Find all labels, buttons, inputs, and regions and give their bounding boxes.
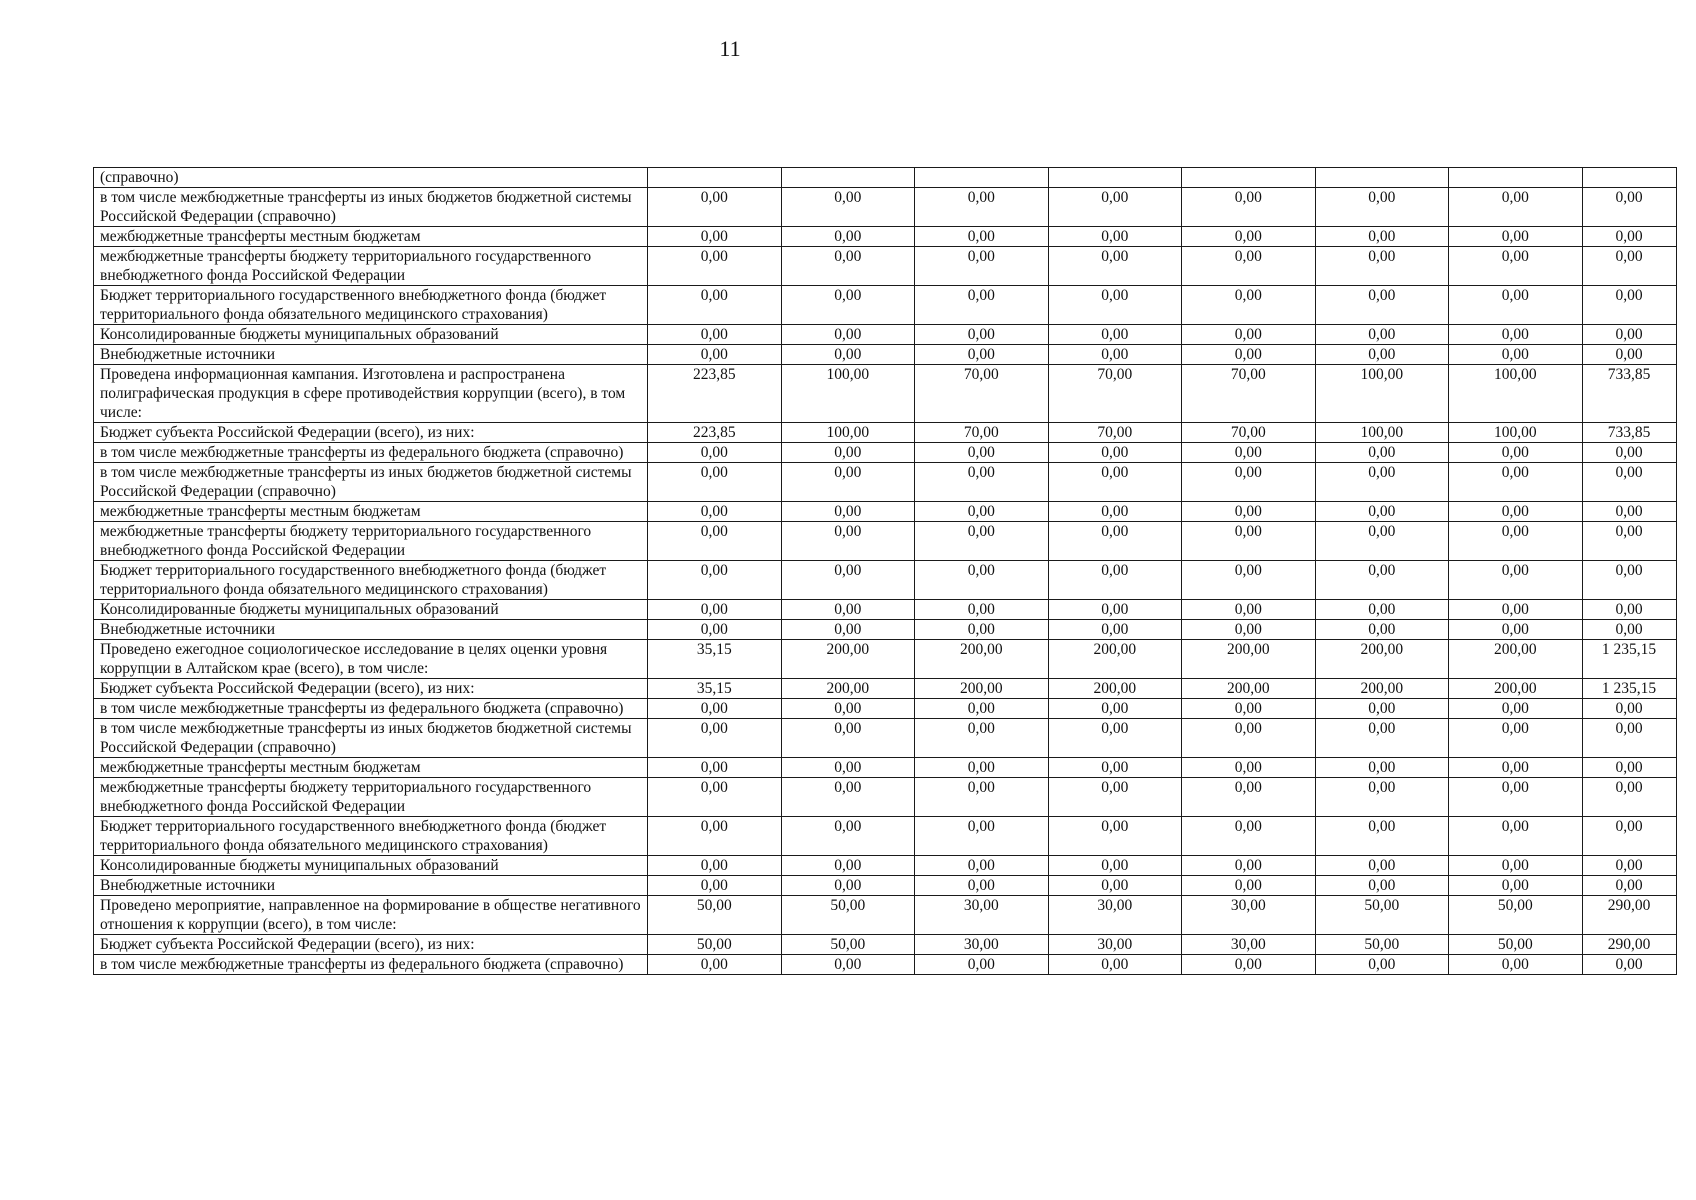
value-cell: 0,00 [1048,955,1182,975]
value-cell: 1 235,15 [1582,679,1676,699]
value-cell: 0,00 [648,345,782,365]
table-row [94,620,1677,640]
value-cell: 0,00 [1449,876,1583,896]
value-cell: 0,00 [1048,286,1182,325]
row-label: межбюджетные трансферты бюджету территориального государственного внебюджетного фонда Российской Федерации [94,522,648,561]
value-cell: 0,00 [781,443,915,463]
table-row [94,443,1677,463]
row-label: Внебюджетные источники [94,876,648,896]
value-cell [1449,168,1583,188]
value-cell: 0,00 [915,345,1049,365]
value-cell: 0,00 [781,522,915,561]
value-cell: 50,00 [781,896,915,935]
value-cell: 30,00 [1182,935,1316,955]
value-cell: 200,00 [1048,640,1182,679]
value-cell: 0,00 [1449,345,1583,365]
value-cell: 0,00 [1315,600,1449,620]
value-cell: 0,00 [1048,561,1182,600]
value-cell: 0,00 [781,955,915,975]
table-row [94,502,1677,522]
row-label: (справочно) [94,168,648,188]
value-cell: 290,00 [1582,935,1676,955]
value-cell: 0,00 [1582,325,1676,345]
row-label: Бюджет субъекта Российской Федерации (всего), из них: [94,423,648,443]
value-cell: 100,00 [1315,365,1449,423]
value-cell: 0,00 [1315,817,1449,856]
value-cell: 200,00 [915,640,1049,679]
value-cell: 0,00 [1449,561,1583,600]
table-row [94,778,1677,817]
value-cell: 0,00 [1048,443,1182,463]
value-cell: 0,00 [1315,463,1449,502]
value-cell: 50,00 [781,935,915,955]
value-cell: 0,00 [648,876,782,896]
value-cell: 0,00 [1182,758,1316,778]
value-cell: 0,00 [1582,286,1676,325]
table-row [94,679,1677,699]
value-cell: 0,00 [1449,719,1583,758]
value-cell: 0,00 [1449,758,1583,778]
value-cell: 0,00 [648,443,782,463]
table-body [94,168,1677,975]
value-cell: 0,00 [781,817,915,856]
value-cell: 0,00 [915,719,1049,758]
table-row [94,325,1677,345]
value-cell: 0,00 [915,561,1049,600]
value-cell: 0,00 [915,286,1049,325]
value-cell: 100,00 [781,365,915,423]
value-cell: 0,00 [1315,955,1449,975]
row-label: межбюджетные трансферты местным бюджетам [94,758,648,778]
table-row [94,561,1677,600]
value-cell: 0,00 [915,620,1049,640]
table-row [94,856,1677,876]
value-cell: 0,00 [1449,286,1583,325]
table-row [94,423,1677,443]
value-cell: 0,00 [1048,247,1182,286]
value-cell: 0,00 [648,325,782,345]
value-cell: 0,00 [1315,620,1449,640]
value-cell: 100,00 [1449,423,1583,443]
value-cell [1182,168,1316,188]
value-cell: 0,00 [781,876,915,896]
value-cell: 0,00 [915,502,1049,522]
value-cell: 0,00 [1315,345,1449,365]
value-cell: 0,00 [915,443,1049,463]
table-row [94,365,1677,423]
value-cell: 0,00 [1048,876,1182,896]
row-label: межбюджетные трансферты бюджету территориального государственного внебюджетного фонда Российской Федерации [94,778,648,817]
value-cell: 200,00 [915,679,1049,699]
table-row [94,522,1677,561]
value-cell: 0,00 [1048,600,1182,620]
table-row [94,817,1677,856]
value-cell: 0,00 [1582,227,1676,247]
value-cell: 0,00 [781,188,915,227]
value-cell: 0,00 [915,227,1049,247]
value-cell: 30,00 [915,896,1049,935]
row-label: Бюджет субъекта Российской Федерации (всего), из них: [94,935,648,955]
value-cell: 0,00 [781,620,915,640]
value-cell: 0,00 [1048,856,1182,876]
value-cell: 0,00 [1182,600,1316,620]
row-label: Бюджет территориального государственного внебюджетного фонда (бюджет территориального фонда обязательного медицинского страхования) [94,561,648,600]
value-cell: 0,00 [781,325,915,345]
value-cell: 0,00 [1048,502,1182,522]
value-cell: 0,00 [1315,325,1449,345]
value-cell: 0,00 [648,620,782,640]
row-label: Консолидированные бюджеты муниципальных образований [94,600,648,620]
value-cell: 0,00 [1182,188,1316,227]
value-cell: 0,00 [1582,699,1676,719]
value-cell: 0,00 [781,561,915,600]
row-label: в том числе межбюджетные трансферты из федерального бюджета (справочно) [94,699,648,719]
value-cell: 0,00 [1048,719,1182,758]
value-cell: 50,00 [1449,935,1583,955]
value-cell: 0,00 [1182,522,1316,561]
table-row [94,955,1677,975]
value-cell: 0,00 [1182,876,1316,896]
value-cell: 0,00 [648,247,782,286]
value-cell: 0,00 [1048,325,1182,345]
value-cell: 0,00 [1182,620,1316,640]
value-cell: 0,00 [648,758,782,778]
value-cell: 30,00 [1048,896,1182,935]
value-cell [781,168,915,188]
value-cell: 0,00 [1048,188,1182,227]
value-cell: 0,00 [1182,719,1316,758]
value-cell: 35,15 [648,640,782,679]
value-cell: 0,00 [1449,463,1583,502]
value-cell: 0,00 [915,325,1049,345]
table-row [94,640,1677,679]
row-label: в том числе межбюджетные трансферты из федерального бюджета (справочно) [94,955,648,975]
value-cell: 0,00 [1582,188,1676,227]
value-cell: 0,00 [1182,561,1316,600]
value-cell: 0,00 [781,345,915,365]
value-cell: 0,00 [915,522,1049,561]
value-cell: 0,00 [915,817,1049,856]
value-cell: 30,00 [1182,896,1316,935]
row-label: Бюджет территориального государственного внебюджетного фонда (бюджет территориального фонда обязательного медицинского страхования) [94,286,648,325]
value-cell: 0,00 [1582,463,1676,502]
value-cell: 70,00 [915,423,1049,443]
value-cell: 30,00 [1048,935,1182,955]
value-cell: 0,00 [648,502,782,522]
value-cell: 0,00 [1182,227,1316,247]
value-cell: 70,00 [915,365,1049,423]
value-cell: 70,00 [1048,365,1182,423]
value-cell: 0,00 [1182,286,1316,325]
value-cell: 0,00 [781,502,915,522]
value-cell: 0,00 [1582,522,1676,561]
value-cell [648,168,782,188]
table-row [94,168,1677,188]
value-cell: 0,00 [1449,699,1583,719]
row-label: Внебюджетные источники [94,620,648,640]
value-cell: 50,00 [648,896,782,935]
value-cell: 0,00 [1315,247,1449,286]
value-cell: 0,00 [1449,325,1583,345]
value-cell: 0,00 [1182,502,1316,522]
value-cell: 0,00 [1182,325,1316,345]
value-cell: 200,00 [1182,679,1316,699]
value-cell: 100,00 [1449,365,1583,423]
value-cell: 0,00 [1182,345,1316,365]
value-cell: 0,00 [1582,443,1676,463]
value-cell: 0,00 [1048,620,1182,640]
row-label: межбюджетные трансферты бюджету территориального государственного внебюджетного фонда Российской Федерации [94,247,648,286]
value-cell: 30,00 [915,935,1049,955]
value-cell: 0,00 [1315,443,1449,463]
row-label: Проведено ежегодное социологическое исследование в целях оценки уровня коррупции в Алтайском крае (всего), в том числе: [94,640,648,679]
value-cell: 0,00 [915,699,1049,719]
value-cell: 0,00 [1048,227,1182,247]
value-cell: 0,00 [1449,522,1583,561]
value-cell: 0,00 [1182,817,1316,856]
value-cell [1582,168,1676,188]
table-row [94,600,1677,620]
value-cell: 0,00 [1582,247,1676,286]
value-cell: 0,00 [1315,719,1449,758]
value-cell: 50,00 [1315,935,1449,955]
row-label: Проведено мероприятие, направленное на формирование в обществе негативного отношения к коррупции (всего), в том числе: [94,896,648,935]
value-cell: 0,00 [1182,247,1316,286]
value-cell [1315,168,1449,188]
row-label: в том числе межбюджетные трансферты из иных бюджетов бюджетной системы Российской Федерации (справочно) [94,188,648,227]
budget-table [93,167,1677,975]
row-label: Внебюджетные источники [94,345,648,365]
value-cell: 0,00 [1182,443,1316,463]
value-cell: 0,00 [1582,817,1676,856]
value-cell: 200,00 [1449,679,1583,699]
value-cell: 0,00 [1182,955,1316,975]
value-cell: 0,00 [781,227,915,247]
table-row [94,227,1677,247]
value-cell: 0,00 [1449,188,1583,227]
row-label: Проведена информационная кампания. Изготовлена и распространена полиграфическая продукция в сфере противодействия коррупции (всего), в том числе: [94,365,648,423]
value-cell: 0,00 [1182,778,1316,817]
value-cell: 223,85 [648,423,782,443]
value-cell: 0,00 [1449,227,1583,247]
table-row [94,699,1677,719]
value-cell: 0,00 [1315,758,1449,778]
value-cell: 200,00 [1048,679,1182,699]
value-cell: 0,00 [1449,443,1583,463]
value-cell: 0,00 [1315,522,1449,561]
value-cell: 70,00 [1182,423,1316,443]
value-cell: 0,00 [1315,778,1449,817]
value-cell: 0,00 [1048,463,1182,502]
value-cell: 0,00 [781,600,915,620]
value-cell: 733,85 [1582,423,1676,443]
value-cell: 0,00 [915,876,1049,896]
value-cell: 200,00 [1315,640,1449,679]
value-cell: 0,00 [1182,463,1316,502]
value-cell: 50,00 [648,935,782,955]
value-cell: 0,00 [1582,758,1676,778]
value-cell: 0,00 [1315,856,1449,876]
value-cell: 0,00 [1315,502,1449,522]
value-cell: 0,00 [1582,502,1676,522]
value-cell: 50,00 [1315,896,1449,935]
value-cell: 200,00 [781,679,915,699]
value-cell: 0,00 [781,856,915,876]
value-cell: 0,00 [915,247,1049,286]
value-cell: 0,00 [915,600,1049,620]
value-cell: 0,00 [1315,561,1449,600]
value-cell: 0,00 [915,463,1049,502]
value-cell: 0,00 [648,600,782,620]
value-cell: 0,00 [1048,699,1182,719]
value-cell: 0,00 [1449,856,1583,876]
row-label: Консолидированные бюджеты муниципальных образований [94,856,648,876]
value-cell: 0,00 [1315,188,1449,227]
value-cell: 0,00 [648,561,782,600]
value-cell [915,168,1049,188]
value-cell: 0,00 [648,856,782,876]
value-cell: 200,00 [1315,679,1449,699]
value-cell: 100,00 [781,423,915,443]
value-cell: 0,00 [648,817,782,856]
value-cell: 0,00 [648,188,782,227]
value-cell: 200,00 [781,640,915,679]
value-cell: 0,00 [1449,247,1583,286]
value-cell: 0,00 [1315,876,1449,896]
row-label: в том числе межбюджетные трансферты из иных бюджетов бюджетной системы Российской Федерации (справочно) [94,463,648,502]
value-cell: 0,00 [648,778,782,817]
table-row [94,188,1677,227]
value-cell: 0,00 [1048,817,1182,856]
row-label: в том числе межбюджетные трансферты из иных бюджетов бюджетной системы Российской Федерации (справочно) [94,719,648,758]
table-row [94,896,1677,935]
value-cell: 0,00 [1048,758,1182,778]
value-cell: 0,00 [781,778,915,817]
row-label: межбюджетные трансферты местным бюджетам [94,502,648,522]
value-cell: 0,00 [1182,699,1316,719]
value-cell: 0,00 [648,286,782,325]
table-row [94,463,1677,502]
value-cell: 0,00 [915,856,1049,876]
value-cell: 0,00 [1182,856,1316,876]
value-cell: 0,00 [648,955,782,975]
value-cell: 70,00 [1048,423,1182,443]
value-cell: 0,00 [1048,778,1182,817]
value-cell: 0,00 [1449,778,1583,817]
row-label: Бюджет территориального государственного внебюджетного фонда (бюджет территориального фонда обязательного медицинского страхования) [94,817,648,856]
table-row [94,286,1677,325]
value-cell: 0,00 [1582,778,1676,817]
value-cell: 0,00 [648,463,782,502]
table-row [94,345,1677,365]
value-cell: 0,00 [781,286,915,325]
table-row [94,758,1677,778]
value-cell: 0,00 [1582,561,1676,600]
value-cell: 0,00 [1449,620,1583,640]
value-cell: 0,00 [915,955,1049,975]
value-cell: 0,00 [1582,600,1676,620]
page-number: 11 [719,36,741,61]
value-cell: 0,00 [648,719,782,758]
value-cell: 1 235,15 [1582,640,1676,679]
value-cell: 0,00 [1582,620,1676,640]
value-cell: 0,00 [1315,286,1449,325]
table-row [94,935,1677,955]
row-label: Бюджет субъекта Российской Федерации (всего), из них: [94,679,648,699]
value-cell: 0,00 [915,758,1049,778]
value-cell: 70,00 [1182,365,1316,423]
value-cell: 100,00 [1315,423,1449,443]
value-cell: 0,00 [1582,345,1676,365]
table-row [94,876,1677,896]
value-cell: 290,00 [1582,896,1676,935]
value-cell: 50,00 [1449,896,1583,935]
value-cell: 0,00 [1449,600,1583,620]
value-cell: 0,00 [1582,856,1676,876]
table-row [94,719,1677,758]
row-label: Консолидированные бюджеты муниципальных образований [94,325,648,345]
value-cell: 0,00 [1048,522,1182,561]
value-cell: 0,00 [1582,719,1676,758]
value-cell: 0,00 [1449,955,1583,975]
value-cell: 0,00 [781,758,915,778]
row-label: межбюджетные трансферты местным бюджетам [94,227,648,247]
value-cell: 0,00 [781,719,915,758]
value-cell: 0,00 [915,778,1049,817]
table-row [94,247,1677,286]
value-cell: 733,85 [1582,365,1676,423]
value-cell: 200,00 [1182,640,1316,679]
value-cell: 0,00 [648,227,782,247]
value-cell: 0,00 [648,522,782,561]
value-cell: 200,00 [1449,640,1583,679]
value-cell [1048,168,1182,188]
value-cell: 0,00 [1582,876,1676,896]
value-cell: 0,00 [1315,227,1449,247]
value-cell: 0,00 [1048,345,1182,365]
row-label: в том числе межбюджетные трансферты из федерального бюджета (справочно) [94,443,648,463]
value-cell: 0,00 [1449,502,1583,522]
value-cell: 0,00 [781,699,915,719]
value-cell: 0,00 [1582,955,1676,975]
value-cell: 0,00 [1449,817,1583,856]
value-cell: 35,15 [648,679,782,699]
value-cell: 0,00 [915,188,1049,227]
value-cell: 0,00 [781,463,915,502]
value-cell: 0,00 [648,699,782,719]
value-cell: 223,85 [648,365,782,423]
value-cell: 0,00 [781,247,915,286]
value-cell: 0,00 [1315,699,1449,719]
